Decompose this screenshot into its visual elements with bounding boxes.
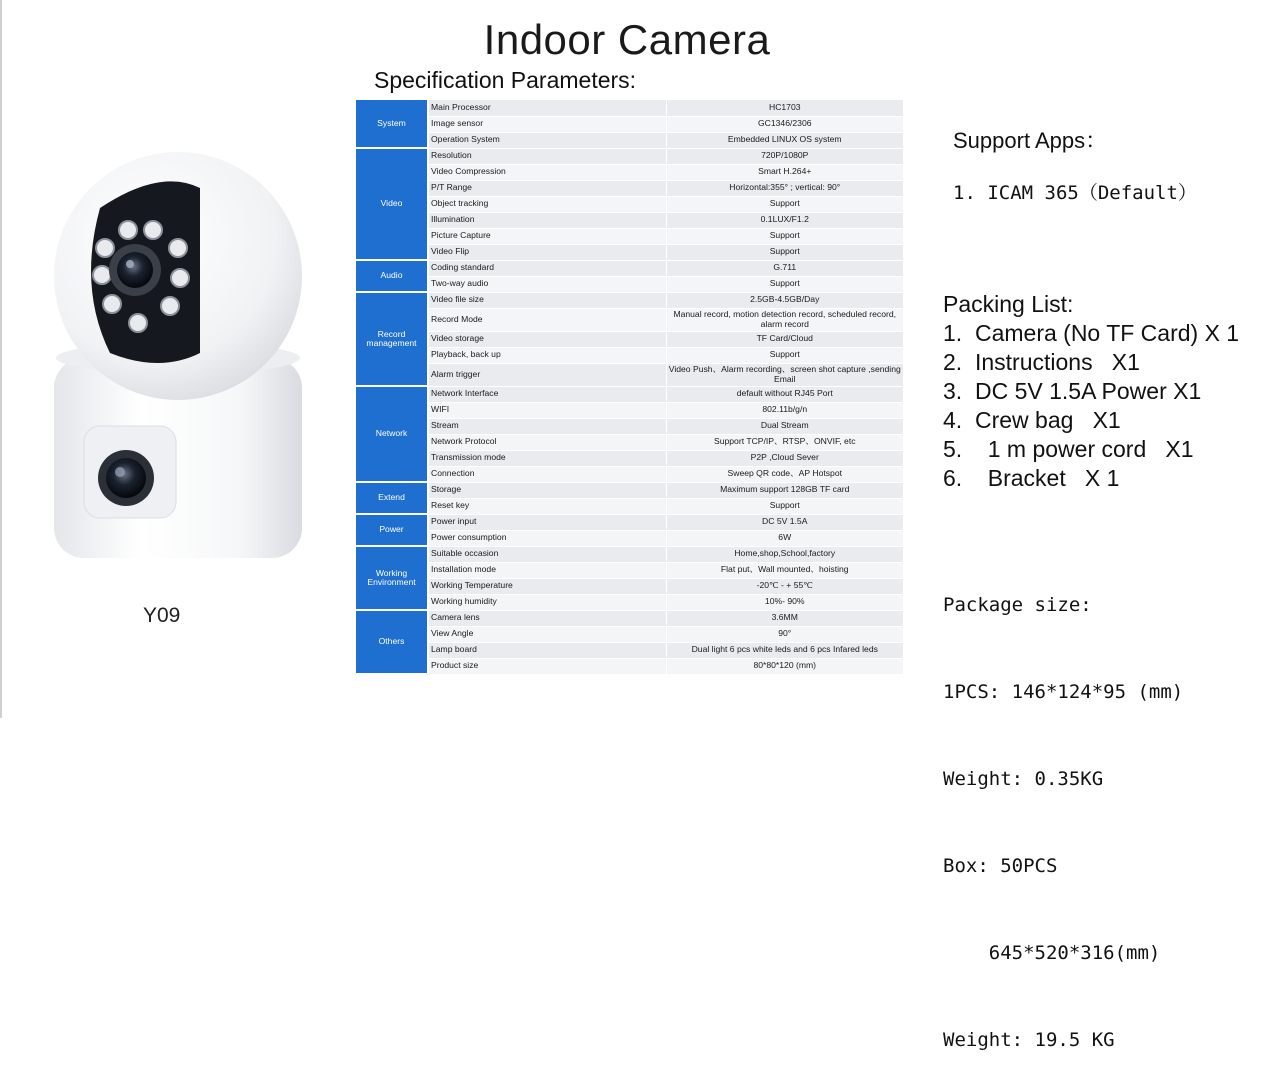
spec-label: Coding standard — [428, 260, 666, 276]
package-unit-weight: Weight: 0.35KG — [943, 768, 1104, 790]
spec-value: 90° — [666, 626, 903, 642]
spec-category: System — [356, 100, 428, 148]
spec-label: Video Compression — [428, 164, 666, 180]
spec-row — [356, 244, 903, 260]
spec-heading: Specification Parameters: — [374, 67, 637, 93]
spec-label: Connection — [428, 466, 666, 482]
spec-value: Support — [666, 196, 903, 212]
spec-row — [356, 180, 903, 196]
spec-category: Working Environment — [356, 546, 428, 610]
spec-row — [356, 148, 903, 164]
spec-row — [356, 228, 903, 244]
spec-label: Lamp board — [428, 642, 666, 658]
packing-list-title: Packing List: — [943, 291, 1074, 317]
spec-label: Picture Capture — [428, 228, 666, 244]
spec-label: Illumination — [428, 212, 666, 228]
spec-label: Working Temperature — [428, 578, 666, 594]
spec-value: Dual Stream — [666, 418, 903, 434]
support-app-item: 1. ICAM 365（Default） — [953, 182, 1197, 204]
spec-category: Others — [356, 610, 428, 674]
spec-value: 10%- 90% — [666, 594, 903, 610]
package-info — [943, 533, 1183, 1084]
spec-row — [356, 658, 903, 674]
spec-label: Main Processor — [428, 100, 666, 116]
spec-category: Video — [356, 148, 428, 260]
spec-row — [356, 308, 903, 331]
spec-value: 2.5GB-4.5GB/Day — [666, 292, 903, 308]
spec-row — [356, 386, 903, 402]
spec-row — [356, 100, 903, 116]
spec-value: Smart H.264+ — [666, 164, 903, 180]
spec-value: G.711 — [666, 260, 903, 276]
spec-row — [356, 434, 903, 450]
spec-label: Stream — [428, 418, 666, 434]
packing-item: 3. DC 5V 1.5A Power X1 — [943, 378, 1202, 404]
spec-row — [356, 363, 903, 386]
spec-value: 720P/1080P — [666, 148, 903, 164]
spec-value: 3.6MM — [666, 610, 903, 626]
spec-label: Transmission mode — [428, 450, 666, 466]
spec-value: Support — [666, 244, 903, 260]
packing-item: 4. Crew bag X1 — [943, 407, 1121, 433]
model-label: Y09 — [143, 604, 181, 627]
spec-row — [356, 212, 903, 228]
spec-label: Resolution — [428, 148, 666, 164]
spec-row — [356, 260, 903, 276]
spec-value: default without RJ45 Port — [666, 386, 903, 402]
spec-value: 802.11b/g/n — [666, 402, 903, 418]
spec-row — [356, 498, 903, 514]
spec-value: -20℃ - + 55℃ — [666, 578, 903, 594]
spec-row — [356, 292, 903, 308]
package-box-qty: Box: 50PCS — [943, 855, 1058, 877]
spec-value: TF Card/Cloud — [666, 331, 903, 347]
package-box-size: 645*520*316(mm) — [943, 942, 1161, 964]
packing-list — [943, 319, 1239, 493]
spec-label: Video file size — [428, 292, 666, 308]
spec-row — [356, 196, 903, 212]
spec-row — [356, 347, 903, 363]
spec-label: Network Interface — [428, 386, 666, 402]
spec-label: Reset key — [428, 498, 666, 514]
spec-row — [356, 594, 903, 610]
spec-row — [356, 116, 903, 132]
spec-value: 80*80*120 (mm) — [666, 658, 903, 674]
spec-label: Playback, back up — [428, 347, 666, 363]
page-title: Indoor Camera — [483, 16, 771, 63]
packing-item: 2. Instructions X1 — [943, 349, 1140, 375]
spec-category: Record management — [356, 292, 428, 386]
spec-row — [356, 642, 903, 658]
spec-row — [356, 546, 903, 562]
spec-value: Embedded LINUX OS system — [666, 132, 903, 148]
spec-label: Power input — [428, 514, 666, 530]
packing-item: 5. 1 m power cord X1 — [943, 436, 1194, 462]
spec-category: Audio — [356, 260, 428, 292]
spec-value: Manual record, motion detection record, scheduled record, alarm record — [666, 308, 903, 331]
spec-row — [356, 578, 903, 594]
spec-label: Operation System — [428, 132, 666, 148]
camera-illustration — [50, 148, 306, 568]
spec-value: HC1703 — [666, 100, 903, 116]
spec-label: Network Protocol — [428, 434, 666, 450]
spec-value: Support — [666, 276, 903, 292]
spec-label: WIFI — [428, 402, 666, 418]
spec-row — [356, 514, 903, 530]
spec-row — [356, 562, 903, 578]
spec-value: Support — [666, 347, 903, 363]
spec-category: Network — [356, 386, 428, 482]
spec-value: Flat put、Wall mounted、hoisting — [666, 562, 903, 578]
spec-value: DC 5V 1.5A — [666, 514, 903, 530]
spec-label: Suitable occasion — [428, 546, 666, 562]
spec-row — [356, 276, 903, 292]
spec-label: Record Mode — [428, 308, 666, 331]
spec-value: Support TCP/IP、RTSP、ONVIF, etc — [666, 434, 903, 450]
spec-label: Storage — [428, 482, 666, 498]
spec-table — [356, 100, 903, 675]
support-apps-title: Support Apps： — [953, 128, 1108, 153]
spec-row — [356, 610, 903, 626]
spec-value: GC1346/2306 — [666, 116, 903, 132]
package-box-weight: Weight: 19.5 KG — [943, 1029, 1115, 1051]
packing-item: 6. Bracket X 1 — [943, 465, 1120, 491]
spec-label: Alarm trigger — [428, 363, 666, 386]
spec-row — [356, 466, 903, 482]
spec-value: Support — [666, 498, 903, 514]
package-unit-size: 1PCS: 146*124*95 (mm) — [943, 681, 1184, 703]
spec-row — [356, 450, 903, 466]
spec-label: Camera lens — [428, 610, 666, 626]
spec-label: Image sensor — [428, 116, 666, 132]
packing-item: 1. Camera (No TF Card) X 1 — [943, 320, 1240, 346]
spec-row — [356, 331, 903, 347]
spec-category: Extend — [356, 482, 428, 514]
package-size-title: Package size: — [943, 594, 1092, 616]
left-border — [0, 0, 2, 718]
spec-label: Working humidity — [428, 594, 666, 610]
spec-label: Video Flip — [428, 244, 666, 260]
spec-label: Video storage — [428, 331, 666, 347]
spec-label: P/T Range — [428, 180, 666, 196]
spec-category: Power — [356, 514, 428, 546]
spec-label: Product size — [428, 658, 666, 674]
spec-value: 6W — [666, 530, 903, 546]
spec-value: Sweep QR code、AP Hotspot — [666, 466, 903, 482]
spec-value: Video Push、Alarm recording、screen shot capture ,sending Email — [666, 363, 903, 386]
spec-value: Dual light 6 pcs white leds and 6 pcs Infared leds — [666, 642, 903, 658]
spec-row — [356, 164, 903, 180]
spec-label: Power consumption — [428, 530, 666, 546]
spec-label: View Angle — [428, 626, 666, 642]
spec-row — [356, 418, 903, 434]
spec-label: Installation mode — [428, 562, 666, 578]
spec-row — [356, 626, 903, 642]
spec-value: P2P ,Cloud Sever — [666, 450, 903, 466]
spec-label: Object tracking — [428, 196, 666, 212]
spec-value: Horizontal:355° ; vertical: 90° — [666, 180, 903, 196]
spec-value: Support — [666, 228, 903, 244]
spec-value: Maximum support 128GB TF card — [666, 482, 903, 498]
spec-row — [356, 402, 903, 418]
spec-row — [356, 530, 903, 546]
spec-row — [356, 132, 903, 148]
spec-row — [356, 482, 903, 498]
spec-label: Two-way audio — [428, 276, 666, 292]
spec-value: Home,shop,School,factory — [666, 546, 903, 562]
spec-value: 0.1LUX/F1.2 — [666, 212, 903, 228]
